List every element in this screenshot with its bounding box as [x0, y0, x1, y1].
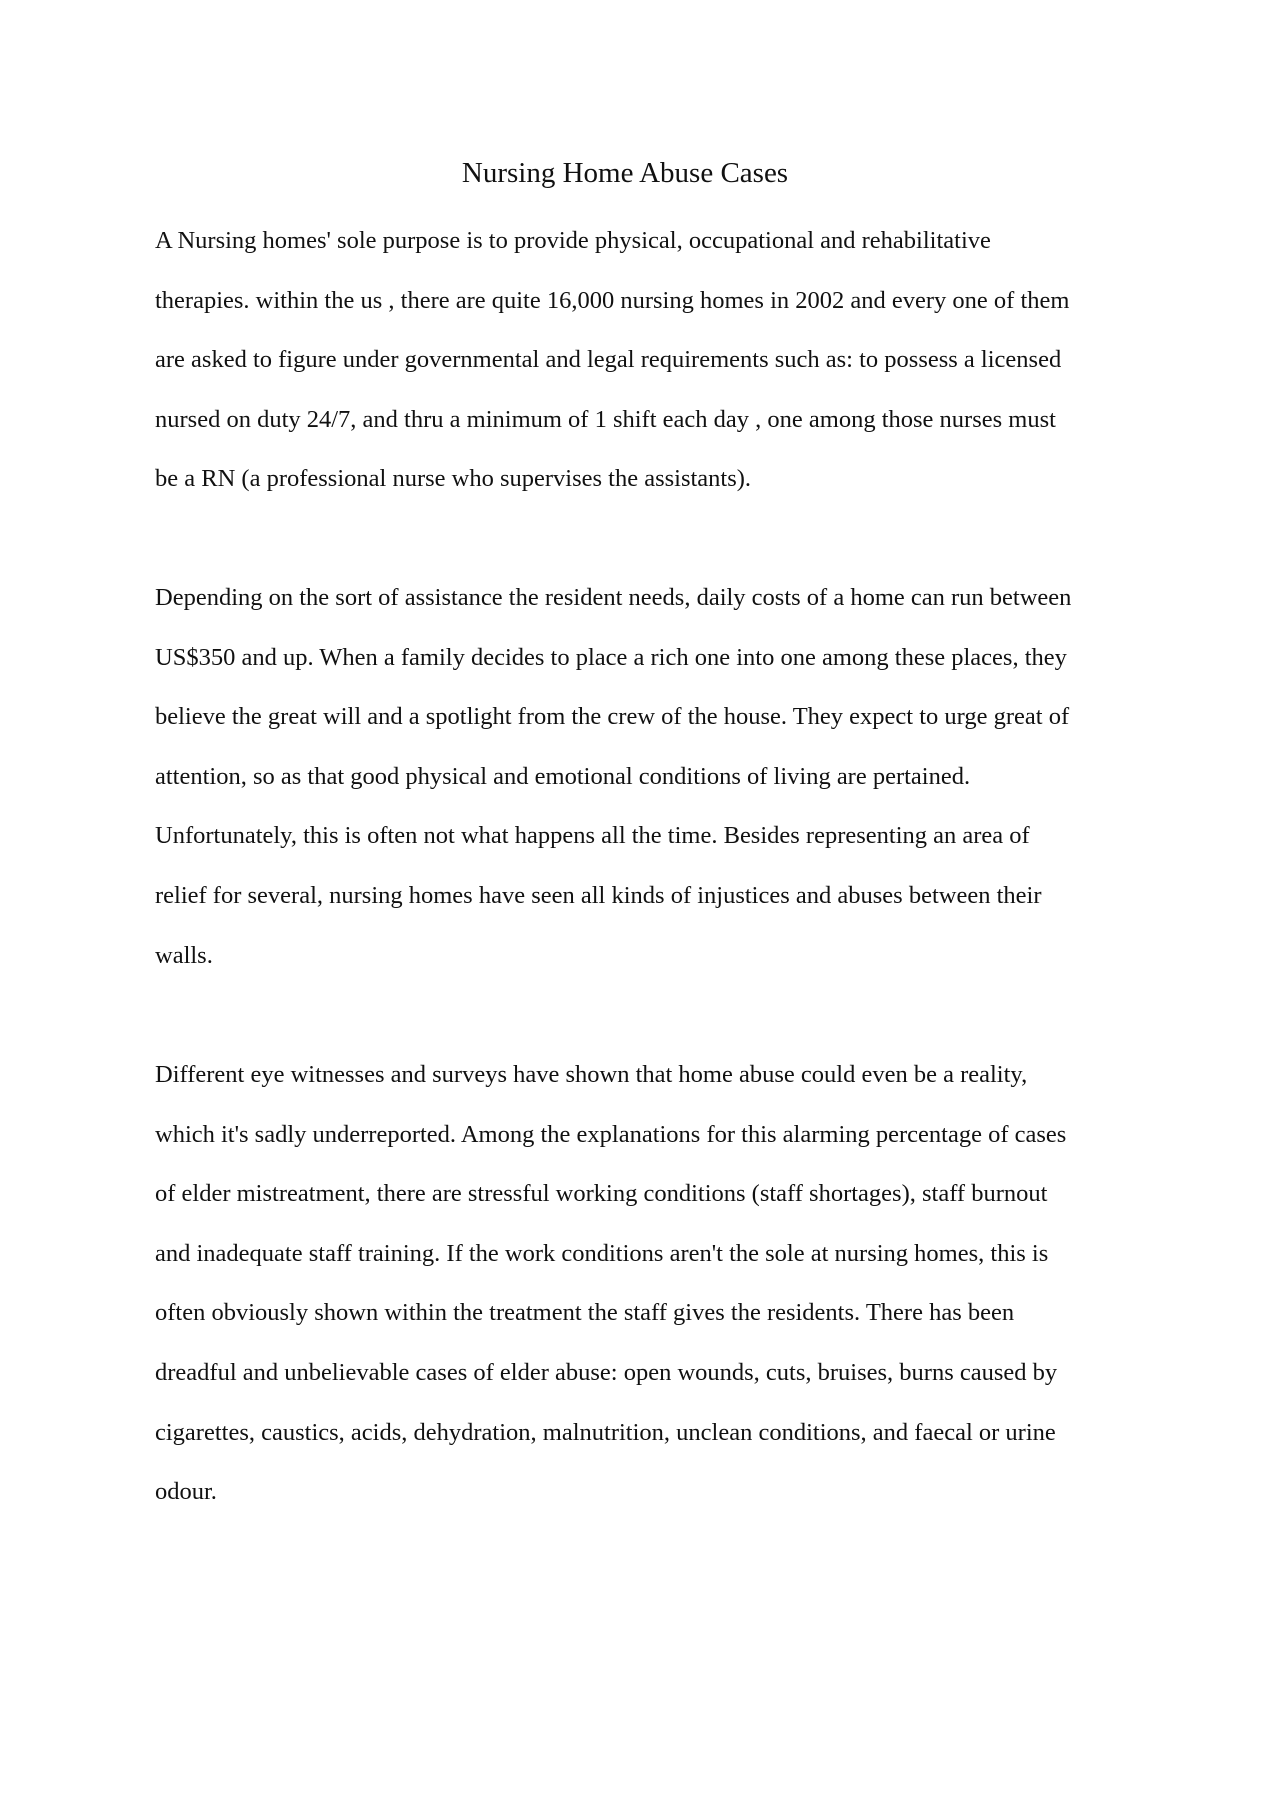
text-line: attention, so as that good physical and emotional conditions of living are pertained.	[155, 762, 971, 790]
text-line: are asked to figure under governmental and legal requirements such as: to possess a licensed	[155, 346, 1062, 374]
text-line: which it's sadly underreported. Among the explanations for this alarming percentage of cases	[155, 1120, 1067, 1148]
text-line: be a RN (a professional nurse who supervises the assistants).	[155, 465, 752, 493]
text-line: A Nursing homes' sole purpose is to provide physical, occupational and rehabilitative	[155, 227, 991, 254]
text-line: cigarettes, caustics, acids, dehydration, malnutrition, unclean conditions, and faecal or urine	[155, 1418, 1056, 1446]
text-line: walls.	[155, 941, 213, 969]
paragraph	[155, 211, 1140, 509]
paragraph	[155, 1045, 1140, 1522]
paragraph	[155, 568, 1140, 985]
text-line: dreadful and unbelievable cases of elder abuse: open wounds, cuts, bruises, burns caused by	[155, 1358, 1058, 1386]
text-line: often obviously shown within the treatment the staff gives the residents. There has been	[155, 1299, 1015, 1327]
text-line: believe the great will and a spotlight from the crew of the house. They expect to urge great of	[155, 703, 1070, 731]
text-line: Different eye witnesses and surveys have shown that home abuse could even be a reality,	[155, 1061, 1028, 1088]
text-line: of elder mistreatment, there are stressful working conditions (staff shortages), staff burnout	[155, 1180, 1048, 1208]
text-line: Depending on the sort of assistance the resident needs, daily costs of a home can run between	[155, 584, 1072, 611]
text-line: therapies. within the us , there are quite 16,000 nursing homes in 2002 and every one of them	[155, 286, 1070, 314]
text-line: odour.	[155, 1478, 217, 1506]
text-line: US$350 and up. When a family decides to place a rich one into one among these places, they	[155, 643, 1067, 671]
page-title: Nursing Home Abuse Cases	[461, 157, 789, 189]
text-line: Unfortunately, this is often not what happens all the time. Besides representing an area of	[155, 822, 1030, 850]
text-line: and inadequate staff training. If the work conditions aren't the sole at nursing homes, this is	[155, 1239, 1049, 1267]
text-line: relief for several, nursing homes have seen all kinds of injustices and abuses between their	[155, 881, 1042, 909]
text-line: nursed on duty 24/7, and thru a minimum of 1 shift each day , one among those nurses must	[155, 405, 1056, 433]
